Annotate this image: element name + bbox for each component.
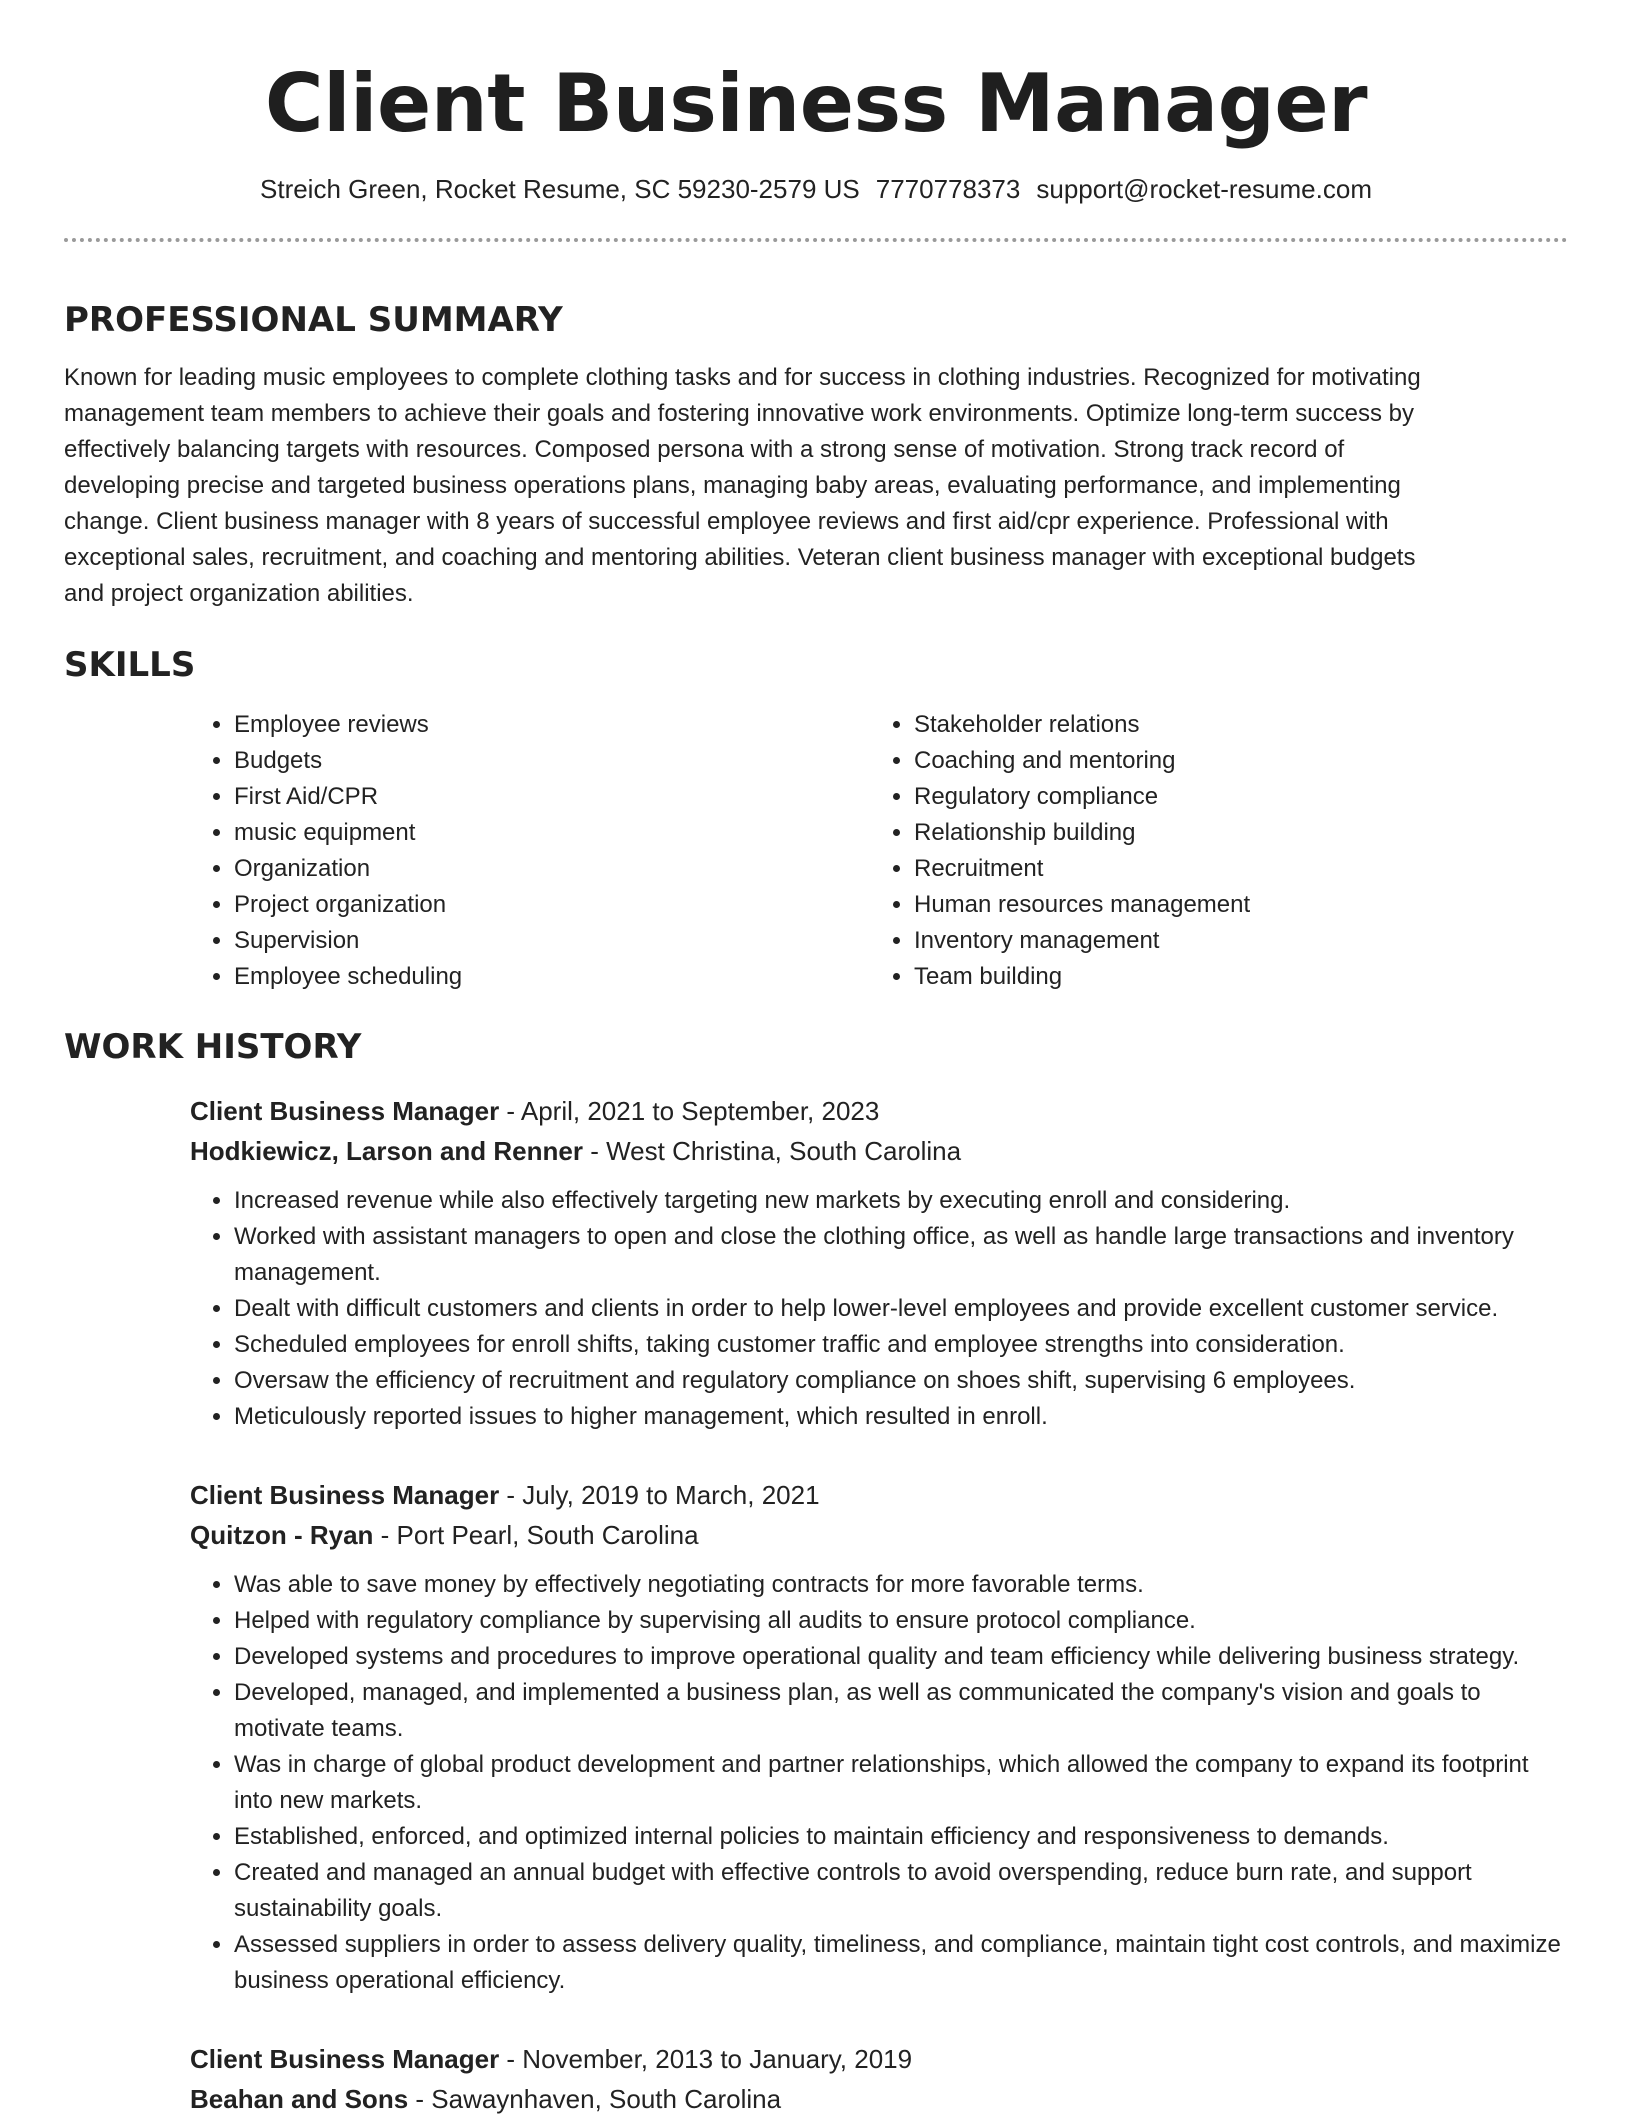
job-company-line — [190, 2079, 1568, 2119]
skill-item: • Team building — [914, 959, 1550, 995]
job-company: Hodkiewicz, Larson and Renner — [190, 1136, 583, 1166]
job-role: Client Business Manager — [190, 1480, 500, 1510]
skills-title: SKILLS — [64, 645, 196, 685]
job-dates: - November, 2013 to January, 2019 — [499, 2044, 913, 2074]
job-title-line — [190, 1475, 1568, 1515]
skill-item: • music equipment — [234, 815, 870, 851]
job-company-line — [190, 1131, 1568, 1171]
job-bullet: • Increased revenue while also effectively targeting new markets by executing enroll and considering. — [234, 1183, 1568, 1219]
skill-item: • Budgets — [234, 743, 870, 779]
job-bullet: • Scheduled employees for enroll shifts, taking customer traffic and employee strengths into consideration. — [234, 1327, 1568, 1363]
skill-item: • Regulatory compliance — [914, 779, 1550, 815]
job-location: - Sawaynhaven, South Carolina — [408, 2084, 782, 2114]
summary-title: PROFESSIONAL SUMMARY — [64, 300, 563, 340]
skill-item: • Project organization — [234, 887, 870, 923]
job-bullet: • Was able to save money by effectively negotiating contracts for more favorable terms. — [234, 1567, 1568, 1603]
job-bullet-list — [190, 1567, 1568, 1999]
skills-column-left — [190, 707, 870, 995]
job-entry — [190, 1091, 1568, 1435]
resume-page — [64, 0, 1568, 2114]
skill-item: • Relationship building — [914, 815, 1550, 851]
skill-item: • Employee reviews — [234, 707, 870, 743]
contact-email: support@rocket-resume.com — [1036, 174, 1372, 204]
contact-phone: 7770778373 — [875, 174, 1021, 204]
skill-item: • Recruitment — [914, 851, 1550, 887]
job-bullet: • Meticulously reported issues to higher management, which resulted in enroll. — [234, 1399, 1568, 1435]
skill-item: • Human resources management — [914, 887, 1550, 923]
contact-address: Streich Green, Rocket Resume, SC 59230-2579 US — [260, 174, 860, 204]
skill-item: • Supervision — [234, 923, 870, 959]
skill-item: • Inventory management — [914, 923, 1550, 959]
skills-columns — [190, 707, 1568, 995]
job-company-line — [190, 1515, 1568, 1555]
job-bullet: • Created and managed an annual budget with effective controls to avoid overspending, reduce burn rate, and support sustainability goals. — [234, 1855, 1568, 1927]
job-bullet: • Dealt with difficult customers and clients in order to help lower-level employees and provide excellent customer service. — [234, 1291, 1568, 1327]
skill-item: • Organization — [234, 851, 870, 887]
job-bullet: • Established, enforced, and optimized internal policies to maintain efficiency and responsiveness to demands. — [234, 1819, 1568, 1855]
job-role: Client Business Manager — [190, 1096, 500, 1126]
candidate-name: Client Business Manager — [264, 57, 1368, 150]
job-location: - Port Pearl, South Carolina — [373, 1520, 699, 1550]
job-role: Client Business Manager — [190, 2044, 500, 2074]
summary-section — [64, 298, 1568, 612]
job-title-line — [190, 1091, 1568, 1131]
job-bullet: • Assessed suppliers in order to assess delivery quality, timeliness, and compliance, maintain tight cost controls, and maximize business operational efficiency. — [234, 1927, 1568, 1999]
job-dates: - April, 2021 to September, 2023 — [499, 1096, 880, 1126]
job-entry — [190, 1475, 1568, 1999]
job-company: Beahan and Sons — [190, 2084, 409, 2114]
job-company: Quitzon - Ryan — [190, 1520, 374, 1550]
contact-line — [64, 172, 1568, 206]
job-bullet: • Helped with regulatory compliance by supervising all audits to ensure protocol compliance. — [234, 1603, 1568, 1639]
job-bullet: • Developed systems and procedures to improve operational quality and team efficiency while delivering business strategy. — [234, 1639, 1568, 1675]
skills-column-right — [870, 707, 1550, 995]
job-location: - West Christina, South Carolina — [582, 1136, 962, 1166]
job-bullet: • Worked with assistant managers to open and close the clothing office, as well as handle large transactions and inventory management. — [234, 1219, 1568, 1291]
job-bullet: • Developed, managed, and implemented a business plan, as well as communicated the company's vision and goals to motivate teams. — [234, 1675, 1568, 1747]
job-dates: - July, 2019 to March, 2021 — [499, 1480, 820, 1510]
job-bullet-list — [190, 1183, 1568, 1435]
header-divider — [64, 238, 1568, 242]
job-title-line — [190, 2039, 1568, 2079]
work-history-title: WORK HISTORY — [64, 1027, 362, 1067]
skill-item: • Employee scheduling — [234, 959, 870, 995]
skill-item: • Stakeholder relations — [914, 707, 1550, 743]
job-entry — [190, 2039, 1568, 2119]
job-bullet: • Was in charge of global product development and partner relationships, which allowed the company to expand its footprint into new markets. — [234, 1747, 1568, 1819]
work-history-section — [64, 1025, 1568, 2119]
skills-section — [64, 643, 1568, 995]
skill-item: • Coaching and mentoring — [914, 743, 1550, 779]
summary-text: Known for leading music employees to complete clothing tasks and for success in clothing industries. Recognized for motivating management team members to achieve their goals and fostering innovative work environments. Optimize long-term success by effectively balancing targets with resources. Composed persona with a strong sense of motivation. Strong track record of developing precise and targeted business operations plans, managing baby areas, evaluating performance, and implementing change. Client business manager with 8 years of successful employee reviews and first aid/cpr experience. Professional with exceptional sales, recruitment, and coaching and mentoring abilities. Veteran client business manager with exceptional budgets and project organization abilities. — [64, 364, 1421, 607]
job-bullet: • Oversaw the efficiency of recruitment and regulatory compliance on shoes shift, supervising 6 employees. — [234, 1363, 1568, 1399]
skill-item: • First Aid/CPR — [234, 779, 870, 815]
